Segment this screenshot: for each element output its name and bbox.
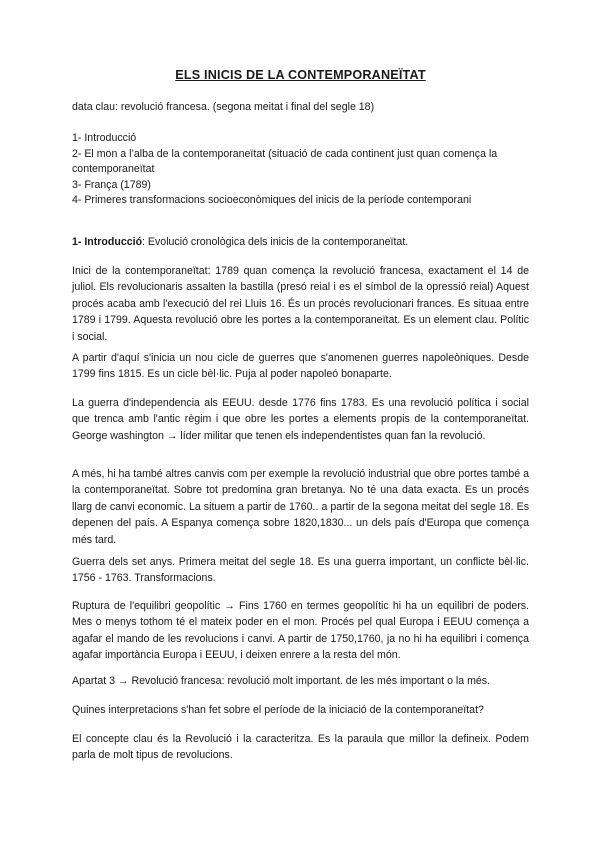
index-item-1: 1- Introducció bbox=[72, 132, 137, 144]
paragraph-9: El concepte clau és la Revolució i la caracteritza. Es la paraula que millor la defineix. Podem parla de molt tipus de revolucions. bbox=[72, 733, 529, 762]
paragraph-1: Inici de la contemporaneïtat: 1789 quan comença la revolució francesa, exactament el 14 de juliol. Els revolucionaris assalten la bastilla (presó reial i es el símbol de la opressió reial) Aquest procés acaba amb l'execució del rei Lluis 16. És un procés revolucionari frances. Es situaa entre 1789 i 1799. Aquesta revolució obre les portes a la contemporaneïtat. Es un element clau. Polític i social. bbox=[72, 265, 529, 343]
index-item-4: 4- Primeres transformacions socioeconòmiques del inicis de la període contemporani bbox=[72, 194, 472, 206]
index-list bbox=[72, 131, 529, 209]
paragraph-3: La guerra d'independencia als EEUU. desde 1776 fins 1783. Es una revolució política i social que trenca amb l'antic règim i que obre les portes a elements propis de la contemporaneïtat. George washington → líder militar que tenen els independentistes quan fan la revolució. bbox=[72, 397, 529, 442]
paragraph-7: Apartat 3 → Revolució francesa: revolució molt important. de les més important o la més. bbox=[72, 675, 491, 687]
index-item-2: 2- El mon a l’alba de la contemporaneïtat (situació de cada continent just quan comença la contemporaneïtat bbox=[72, 147, 498, 175]
paragraph-2: A partir d'aquí s'inicia un nou cicle de guerres que s'anomenen guerres napoleòniques. Desde 1799 fins 1815. Es un cicle bèl·lic. Puja al poder napoleó bonaparte. bbox=[72, 352, 529, 381]
key-data-line: data clau: revolució francesa. (segona meitat i final del segle 18) bbox=[72, 101, 375, 113]
paragraph-8: Quines interpretacions s'han fet sobre el període de la iniciació de la contemporaneïtat? bbox=[72, 704, 484, 716]
paragraph-5: Guerra dels set anys. Primera meitat del segle 18. Es una guerra important, un conflicte bèl·lic. 1756 - 1763. Transformacions. bbox=[72, 556, 529, 585]
document-title: ELS INICIS DE LA CONTEMPORANEÏTAT bbox=[175, 68, 426, 82]
paragraph-4: A més, hi ha també altres canvis com per exemple la revolució industrial que obre portes també a la contemporaneïtat. Sobre tot predomina gran bretanya. No té una data exacta. Es un procés llarg de canvi economic. La situem a partir de 1760.. a partir de la segona meitat del segle 18. Es depenen del país. A Espanya comença sobre 1820,1830... un dels país d'Europa que comença més tard. bbox=[72, 468, 529, 546]
section-1-label: 1- Introducció bbox=[72, 236, 143, 248]
index-item-3: 3- França (1789) bbox=[72, 178, 151, 191]
paragraph-6: Ruptura de l'equilibri geopolític → Fins 1760 en termes geopolític hi ha un equilibri de poders. Mes o menys tothom té el mateix poder en el mon. Procés pel qual Europa i EEUU comença a agafar el mando de les revolucions i canvi. A partir de 1750,1760, ja no hi ha equilibri i comença agafar importància Europa i EEUU, i deixen enrere a la resta del món. bbox=[72, 600, 529, 662]
section-1-description: : Evolució cronològica dels inicis de la contemporaneïtat. bbox=[142, 236, 409, 248]
section-1-heading bbox=[72, 235, 408, 249]
